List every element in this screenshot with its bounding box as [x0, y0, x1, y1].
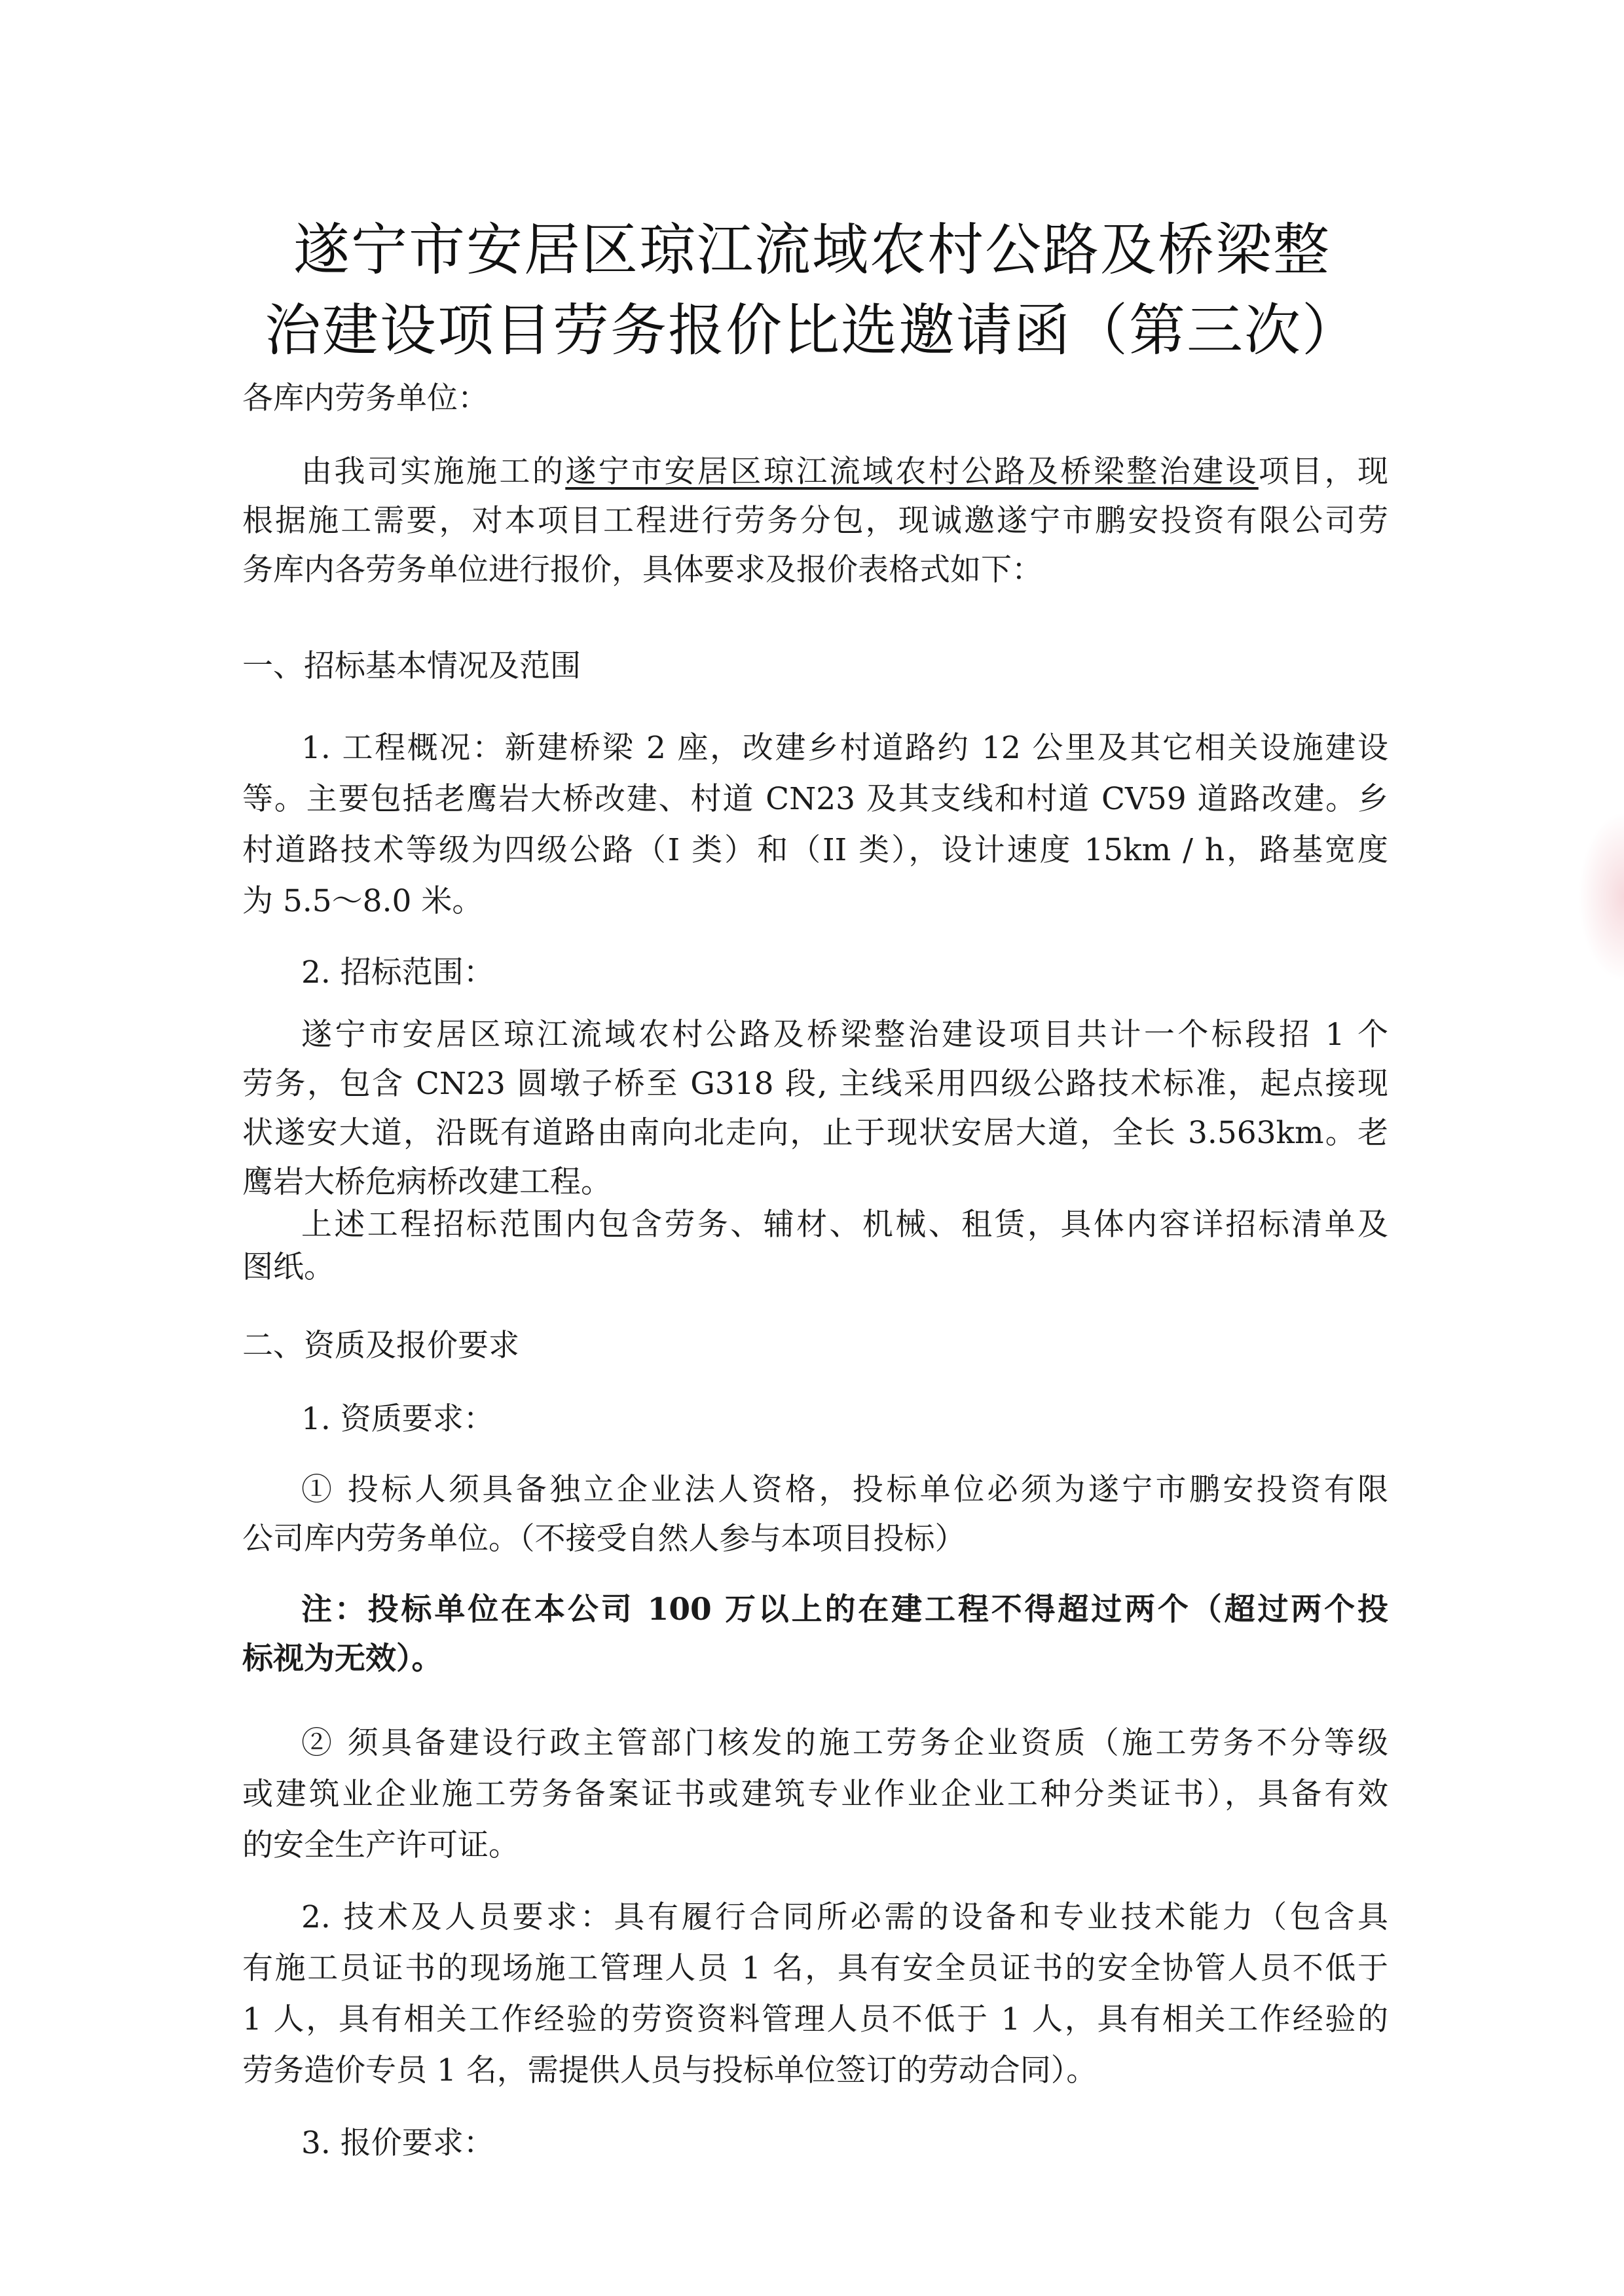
s2-clause1-line-1: ① 投标人须具备独立企业法人资格，投标单位必须为遂宁市鹏安投资有限	[301, 1472, 1388, 1508]
intro-suffix: 项目，现	[1258, 454, 1388, 490]
s2-clause2-line-1: ② 须具备建设行政主管部门核发的施工劳务企业资质（施工劳务不分等级	[301, 1725, 1388, 1761]
salutation: 各库内劳务单位：	[242, 380, 489, 416]
s1-item2-heading: 2. 招标范围：	[301, 955, 494, 991]
intro-line-1	[301, 452, 1388, 492]
s1-item2-line-1: 遂宁市安居区琼江流域农村公路及桥梁整治建设项目共计一个标段招 1 个	[301, 1017, 1388, 1053]
intro-line-3: 务库内各劳务单位进行报价，具体要求及报价表格式如下：	[242, 552, 1043, 588]
red-stamp-edge	[1578, 812, 1624, 982]
document-title-line-2: 治建设项目劳务报价比选邀请函（第三次）	[265, 298, 1359, 363]
section-1-heading: 一、招标基本情况及范围	[242, 648, 581, 684]
intro-line-2: 根据施工需要，对本项目工程进行劳务分包，现诚邀遂宁市鹏安投资有限公司劳	[242, 503, 1388, 539]
s1-item1-line-1: 1. 工程概况：新建桥梁 2 座，改建乡村道路约 12 公里及其它相关设施建设	[301, 730, 1388, 766]
s2-item1-heading: 1. 资质要求：	[301, 1401, 494, 1437]
s2-clause2-line-2: 或建筑业企业施工劳务备案证书或建筑专业作业企业工种分类证书），具备有效	[242, 1776, 1388, 1812]
note-line-2: 标视为无效）。	[242, 1641, 443, 1677]
s1-item2-line-6: 图纸。	[242, 1249, 335, 1285]
s2-clause1-line-2: 公司库内劳务单位。（不接受自然人参与本项目投标）	[242, 1521, 966, 1557]
s1-item2-line-5: 上述工程招标范围内包含劳务、辅材、机械、租赁，具体内容详招标清单及	[301, 1207, 1388, 1243]
s1-item2-line-4: 鹰岩大桥危病桥改建工程。	[242, 1164, 612, 1200]
project-name-underlined: 遂宁市安居区琼江流域农村公路及桥梁整治建设	[565, 454, 1259, 490]
s2-item2-line-2: 有施工员证书的现场施工管理人员 1 名，具有安全员证书的安全协管人员不低于	[242, 1950, 1388, 1986]
intro-prefix: 由我司实施施工的	[301, 454, 566, 490]
s2-item2-line-1: 2. 技术及人员要求：具有履行合同所必需的设备和专业技术能力（包含具	[301, 1899, 1388, 1935]
section-2-heading: 二、资质及报价要求	[242, 1328, 519, 1364]
s2-item3-heading: 3. 报价要求：	[301, 2125, 494, 2161]
note-line-1: 注：投标单位在本公司 100 万以上的在建工程不得超过两个（超过两个投	[301, 1592, 1388, 1628]
s1-item2-line-2: 劳务，包含 CN23 圆墩子桥至 G318 段, 主线采用四级公路技术标准，起点接现	[242, 1066, 1388, 1102]
s2-clause2-line-3: 的安全生产许可证。	[242, 1827, 519, 1863]
document-title-line-1: 遂宁市安居区琼江流域农村公路及桥梁整	[293, 217, 1331, 283]
s1-item1-line-3: 村道路技术等级为四级公路（I 类）和（II 类），设计速度 15km / h，路基宽度	[242, 832, 1388, 868]
s1-item1-line-2: 等。主要包括老鹰岩大桥改建、村道 CN23 及其支线和村道 CV59 道路改建。乡	[242, 781, 1388, 817]
s1-item1-line-4: 为 5.5～8.0 米。	[242, 883, 483, 919]
s2-item2-line-3: 1 人，具有相关工作经验的劳资资料管理人员不低于 1 人，具有相关工作经验的	[242, 2001, 1388, 2037]
s2-item2-line-4: 劳务造价专员 1 名，需提供人员与投标单位签订的劳动合同）。	[242, 2052, 1098, 2088]
s1-item2-line-3: 状遂安大道，沿既有道路由南向北走向，止于现状安居大道，全长 3.563km。老	[242, 1115, 1388, 1151]
